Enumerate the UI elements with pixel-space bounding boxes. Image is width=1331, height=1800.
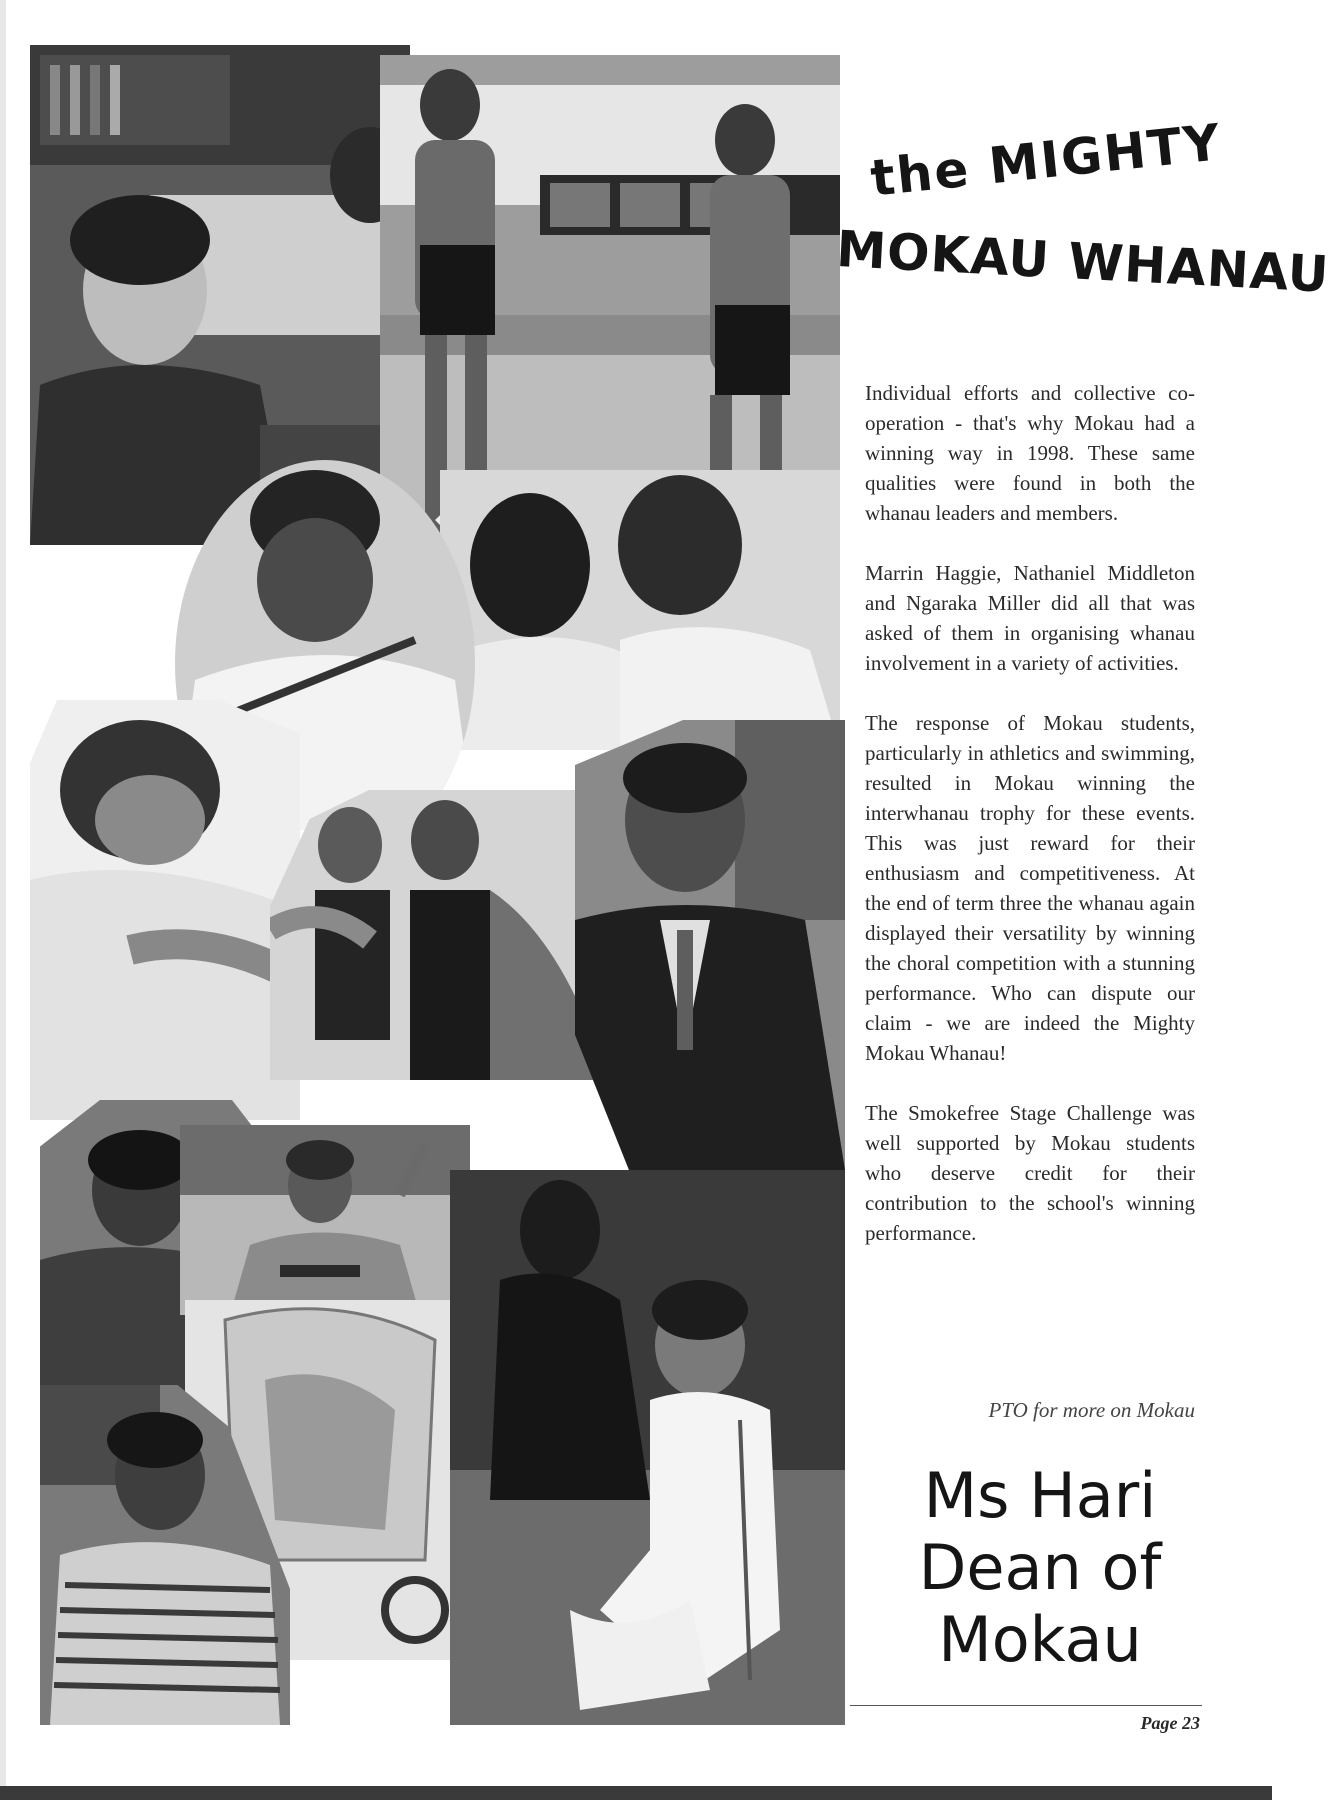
article-paragraph: Marrin Haggie, Nathaniel Middleton and Ngaraka Miller did all that was asked of them in organising whanau involvement in a variety of activities. [865, 561, 1195, 675]
headline-line-1: the MIGHTY [868, 113, 1225, 208]
dean-caption-line-3: Mokau [938, 1603, 1142, 1676]
scan-bottom-edge [0, 1786, 1272, 1800]
headline [834, 113, 1331, 330]
article-paragraph: The Smokefree Stage Challenge was well supported by Mokau students who deserve credit for their contribution to the school's winning performance. [865, 1101, 1195, 1245]
scan-edge [0, 0, 6, 1800]
photo-costumed-performers [270, 790, 600, 1080]
headline-line-2: MOKAU WHANAU [834, 220, 1331, 304]
dean-caption-line-1: Ms Hari [923, 1459, 1157, 1532]
photo-two-students [440, 470, 840, 750]
article-body [865, 378, 1195, 1278]
article-paragraph: The response of Mokau students, particularly in athletics and swimming, resulted in Mokau winning the interwhanau trophy for these events. This was just reward for their enthusiasm and competitiveness. At the end of term three the whanau again displayed their versatility by winning the choral competition with a stunning performance. Who can dispute our claim - we are indeed the Mighty Mokau Whanau! [865, 711, 1195, 1065]
page-number: Page 23 [1140, 1713, 1200, 1733]
dean-caption [870, 1460, 1210, 1676]
pto-note: PTO for more on Mokau [988, 1398, 1195, 1422]
footer-rule [850, 1705, 1202, 1706]
photo-dance-girl [450, 1170, 845, 1725]
article-paragraph: Individual efforts and collective co-operation - that's why Mokau had a winning way in 1998. These same qualities were found in both the whanau leaders and members. [865, 381, 1195, 525]
dean-caption-line-2: Dean of [918, 1531, 1162, 1604]
photo-student-writing [30, 700, 300, 1120]
photo-dean-portrait [575, 720, 845, 1170]
photo-girl-peace-sign [180, 1125, 470, 1315]
